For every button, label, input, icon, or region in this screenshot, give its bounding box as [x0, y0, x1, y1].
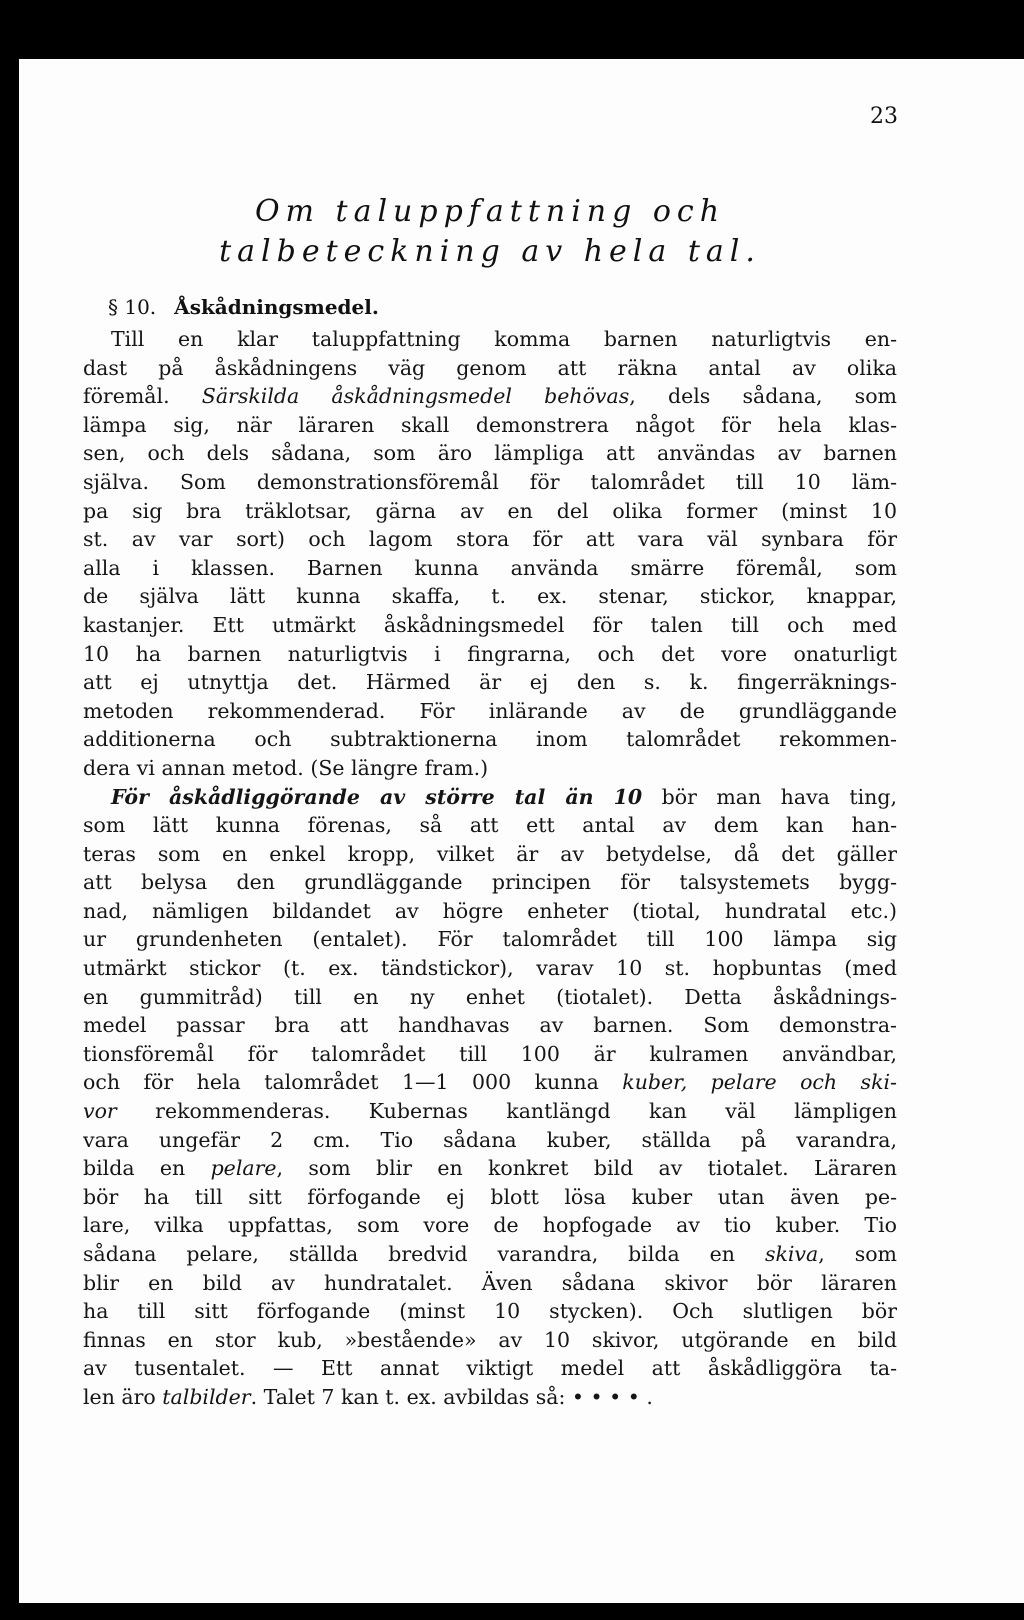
text-segment: bör man hava ting,: [642, 784, 897, 809]
text-segment: Till en klar taluppfattning komma barnen naturligtvis en-: [111, 327, 897, 351]
text-segment: , som blir en konkret bild av tiotalet. Läraren: [276, 1156, 897, 1181]
text-segment: bilda en: [83, 1156, 211, 1181]
chapter-title: Om taluppfattning och talbeteckning av hela tal.: [219, 194, 761, 269]
scan-margin-bar: [10, 1450, 19, 1603]
text-line: [83, 1040, 897, 1069]
text-line: [83, 1269, 897, 1298]
text-segment: sådana pelare, ställda bredvid varandra, bilda en: [83, 1242, 765, 1266]
scan-margin-bar: [10, 1265, 19, 1383]
text-line: [83, 1011, 897, 1040]
text-segment: nad, nämligen bildandet av högre enheter (tiotal, hundratal etc.): [83, 898, 897, 923]
text-segment: Särskilda åskådningsmedel behövas: [201, 384, 630, 409]
text-segment: . Talet 7 kan t. ex. avbildas så: • • • • .: [250, 1384, 653, 1409]
text-segment: st. av var sort) och lagom stora för att vara väl synbara för: [83, 527, 897, 552]
text-line: [83, 1211, 897, 1240]
text-line: [83, 582, 897, 611]
page-number: 23: [870, 104, 898, 129]
text-line: [83, 925, 897, 954]
text-segment: skiva: [764, 1242, 819, 1266]
text-segment: att belysa den grundläggande principen för talsystemets bygg-: [83, 870, 897, 895]
text-line: [83, 811, 897, 840]
text-segment: pelare: [210, 1156, 277, 1181]
text-segment: len äro: [83, 1384, 163, 1409]
section-name: Åskådningsmedel.: [174, 295, 379, 319]
text-segment: dast på åskådningens väg genom att räkna antal av olika: [83, 355, 897, 380]
text-segment: finnas en stor kub, »bestående» av 10 skivor, utgörande en bild: [83, 1327, 897, 1352]
text-line: [83, 382, 897, 411]
text-segment: som lätt kunna förenas, så att ett antal av dem kan han-: [83, 813, 897, 838]
text-segment: de själva lätt kunna skaffa, t. ex. stenar, stickor, knappar,: [83, 584, 897, 609]
text-line: [83, 1126, 897, 1155]
text-segment: lämpa sig, när läraren skall demonstrera något för hela klas-: [83, 412, 897, 437]
text-line: [83, 354, 897, 383]
text-segment: , som: [818, 1242, 897, 1266]
text-segment: , dels sådana, som: [629, 384, 897, 409]
body-text: [83, 325, 897, 1412]
text-segment: talbilder: [162, 1384, 251, 1409]
text-segment: För åskådliggörande av större tal än 10: [111, 784, 643, 809]
text-segment: medel passar bra att handhavas av barnen. Som demonstra-: [83, 1013, 897, 1038]
text-segment: ha till sitt förfogande (minst 10 stycken). Och slutligen bör: [83, 1299, 897, 1324]
text-segment: teras som en enkel kropp, vilket är av betydelse, då det gäller: [83, 841, 897, 866]
text-segment: lare, vilka uppfattas, som vore de hopfogade av tio kuber. Tio: [83, 1213, 897, 1238]
text-segment: tionsföremål för talområdet till 100 är kulramen användbar,: [83, 1041, 897, 1066]
text-segment: metoden rekommenderad. För inlärande av de grundläggande: [83, 698, 897, 723]
text-segment: att ej utnyttja det. Härmed är ej den s. k. fingerräknings-: [83, 670, 897, 695]
text-segment: själva. Som demonstrationsföremål för talområdet till 10 läm-: [83, 469, 897, 494]
text-segment: utmärkt stickor (t. ex. tändstickor), varav 10 st. hopbuntas (med: [83, 956, 897, 981]
text-line: [83, 954, 897, 983]
text-segment: ur grundenheten (entalet). För talområdet till 100 lämpa sig: [83, 927, 897, 952]
text-segment: sen, och dels sådana, som äro lämpliga att användas av barnen: [83, 441, 897, 466]
text-segment: vara ungefär 2 cm. Tio sådana kuber, ställda på varandra,: [83, 1127, 897, 1152]
text-line: [83, 1154, 897, 1183]
text-segment: additionerna och subtraktionerna inom talområdet rekommen-: [83, 727, 897, 752]
text-segment: och för hela talområdet 1—1 000 kunna: [83, 1070, 623, 1095]
text-line: [83, 1097, 897, 1126]
text-segment: av tusentalet. — Ett annat viktigt medel att åskådliggöra ta-: [83, 1356, 897, 1381]
text-segment: vor: [83, 1099, 117, 1124]
text-segment: bör ha till sitt förfogande ej blott lösa kuber utan även pe-: [83, 1184, 897, 1209]
text-line: [83, 783, 897, 812]
text-line: [83, 468, 897, 497]
text-line: [83, 754, 897, 783]
section-number: § 10.: [108, 295, 157, 319]
text-line: [83, 411, 897, 440]
text-line: [83, 983, 897, 1012]
text-line: [83, 1068, 897, 1097]
text-segment: föremål.: [83, 384, 202, 409]
text-segment: kastanjer. Ett utmärkt åskådningsmedel för talen till och med: [83, 612, 897, 637]
text-line: [83, 868, 897, 897]
text-segment: 10 ha barnen naturligtvis i fingrarna, och det vore onaturligt: [83, 641, 897, 666]
section-heading: [108, 295, 379, 319]
text-line: [83, 525, 897, 554]
text-line: [83, 325, 897, 354]
text-line: [83, 897, 897, 926]
text-line: [83, 668, 897, 697]
text-line: [83, 439, 897, 468]
text-segment: en gummitråd) till en ny enhet (tiotalet). Detta åskådnings-: [83, 984, 897, 1009]
text-line: [83, 1297, 897, 1326]
scan-margin-bar: [10, 205, 19, 1172]
text-line: [83, 725, 897, 754]
text-segment: kuber, pelare och ski-: [622, 1070, 897, 1095]
text-line: [83, 1354, 897, 1383]
text-line: [83, 1383, 897, 1412]
text-segment: blir en bild av hundratalet. Även sådana skivor bör läraren: [83, 1270, 897, 1295]
text-line: [83, 554, 897, 583]
text-line: [83, 497, 897, 526]
text-segment: alla i klassen. Barnen kunna använda smärre föremål, som: [83, 555, 897, 580]
text-segment: pa sig bra träklotsar, gärna av en del olika former (minst 10: [83, 498, 897, 523]
text-line: [83, 640, 897, 669]
text-segment: rekommenderas. Kubernas kantlängd kan väl lämpligen: [116, 1099, 897, 1124]
text-line: [83, 697, 897, 726]
scan-border-bottom: [0, 1603, 1024, 1620]
text-line: [83, 1240, 897, 1269]
text-segment: dera vi annan metod. (Se längre fram.): [83, 755, 489, 780]
text-line: [83, 1183, 897, 1212]
text-line: [83, 840, 897, 869]
text-line: [83, 611, 897, 640]
text-line: [83, 1326, 897, 1355]
